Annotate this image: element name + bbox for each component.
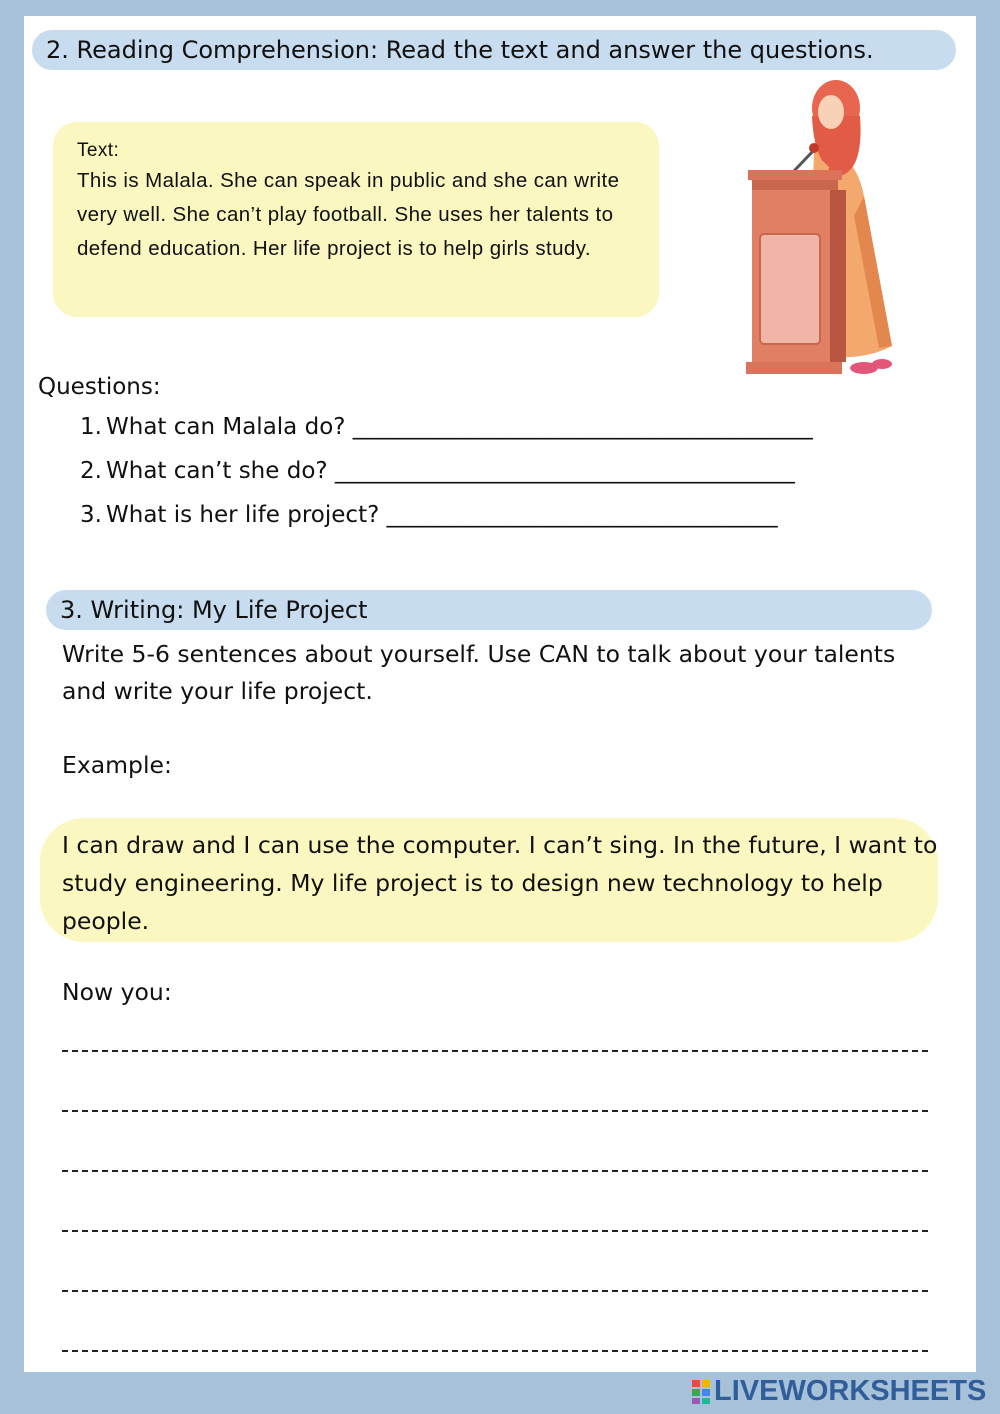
section3-heading: 3. Writing: My Life Project [46,590,932,630]
example-box [40,818,938,942]
writing-line[interactable] [62,1050,928,1052]
writing-line[interactable] [62,1230,928,1232]
example-label: Example: [62,751,172,779]
text-label: Text: [77,140,120,161]
question-number: 2. [80,458,102,484]
section2-heading: 2. Reading Comprehension: Read the text and answer the questions. [32,30,956,70]
question-text: What is her life project? [106,502,380,528]
reading-text-box [53,122,659,317]
reading-text: This is Malala. She can speak in public and she can write very well. She can’t play football. She uses her talents to defend education. Her life project is to help girls study. [77,169,620,260]
speaker-at-podium-illustration [714,76,914,386]
question-3 [80,502,778,528]
writing-line[interactable] [62,1290,928,1292]
writing-line[interactable] [62,1350,928,1352]
example-text: I can draw and I can use the computer. I can’t sing. In the future, I want to study engineering. My life project is to design new technology to help people. [62,831,938,935]
questions-title: Questions: [38,374,161,400]
question-2 [80,458,795,484]
writing-instructions: Write 5-6 sentences about yourself. Use CAN to talk about your talents and write your life project. [62,640,896,705]
now-you-label: Now you: [62,978,172,1006]
brand-text: LIVEWORKSHEETS [714,1375,987,1407]
question-number: 1. [80,414,102,440]
writing-line[interactable] [62,1110,928,1112]
question-text: What can’t she do? [106,458,328,484]
liveworksheets-brand [692,1376,986,1406]
writing-line[interactable] [62,1170,928,1172]
worksheet-page [24,16,976,1372]
question-1 [80,414,813,440]
answer-blank[interactable]: ________________________________________ [334,458,795,484]
question-text: What can Malala do? [106,414,346,440]
answer-blank[interactable]: __________________________________ [386,502,778,528]
liveworksheets-logo-icon [692,1380,710,1404]
question-number: 3. [80,502,102,528]
answer-blank[interactable]: ________________________________________ [352,414,813,440]
